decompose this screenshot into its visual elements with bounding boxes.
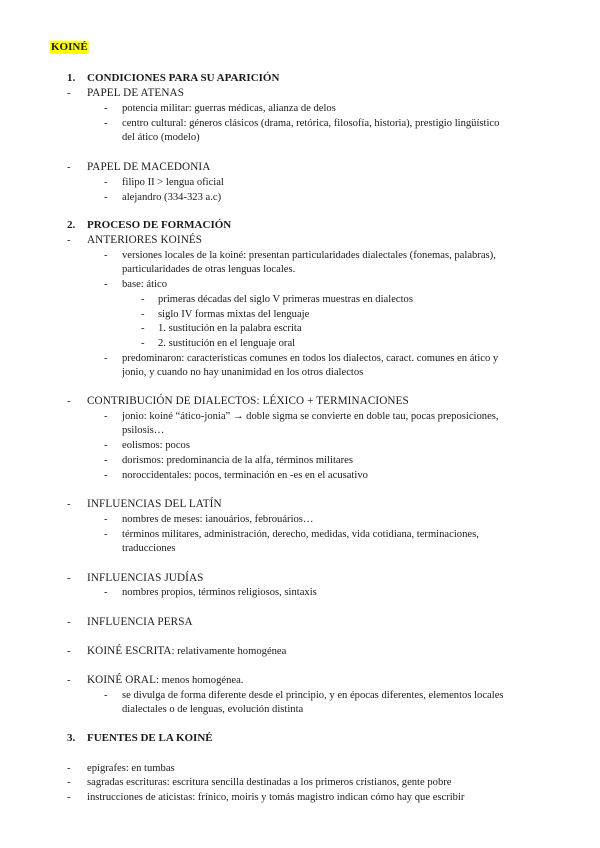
oral-description: : menos homogénea.: [156, 675, 244, 686]
bullet-dash: -: [67, 499, 71, 510]
list-item: base: ático: [122, 279, 168, 290]
list-item: nombres de meses: ianouários, febrouários…: [122, 514, 314, 525]
list-item-continuation: jonio, y cuando no hay unanimidad en los otros dialectos: [122, 367, 364, 378]
sub-list-item: primeras décadas del siglo V primeras muestras en dialectos: [158, 294, 413, 305]
list-item: centro cultural: géneros clásicos (drama, retórica, filosofía, historia), prestigio lingüístico: [122, 118, 500, 129]
bullet-dash: -: [67, 675, 71, 686]
bullet-dash: -: [104, 440, 108, 451]
bullet-dash: -: [67, 88, 71, 99]
bullet-dash: -: [67, 573, 71, 584]
latin-label: INFLUENCIAS DEL LATÍN: [87, 498, 222, 510]
bullet-dash: -: [104, 690, 108, 701]
bullet-dash: -: [104, 279, 108, 290]
sub-list-item: siglo IV formas mixtas del lenguaje: [158, 309, 310, 320]
section-2-heading: PROCESO DE FORMACIÓN: [87, 219, 232, 231]
bullet-dash: -: [104, 103, 108, 114]
persa-label: INFLUENCIA PERSA: [87, 616, 193, 628]
bullet-dash: -: [141, 309, 145, 320]
list-item: epígrafes: en tumbas: [87, 763, 175, 774]
bullet-dash: -: [141, 323, 145, 334]
list-item: versiones locales de la koiné: presentan particularidades dialectales (fonemas, palabras),: [122, 250, 496, 261]
bullet-dash: -: [104, 177, 108, 188]
list-item: nombres propios, términos religiosos, sintaxis: [122, 587, 317, 598]
bullet-dash: -: [104, 455, 108, 466]
list-item: jonio: koiné “ático-jonia” → doble sigma se convierte en doble tau, pocas preposiciones,: [122, 411, 499, 422]
bullet-dash: -: [104, 514, 108, 525]
list-item: potencia militar: guerras médicas, alianza de delos: [122, 103, 336, 114]
macedonia-label: PAPEL DE MACEDONIA: [87, 161, 211, 173]
sub-list-item: 1. sustitución en la palabra escrita: [158, 323, 302, 334]
list-item-continuation: del ático (modelo): [122, 132, 200, 143]
bullet-dash: -: [67, 646, 71, 657]
bullet-dash: -: [104, 529, 108, 540]
list-item: noroccidentales: pocos, terminación en -es en el acusativo: [122, 470, 368, 481]
bullet-dash: -: [104, 411, 108, 422]
bullet-dash: -: [141, 294, 145, 305]
list-item: sagradas escrituras: escritura sencilla destinadas a los primeros cristianos, gente pobre: [87, 777, 452, 788]
list-item-continuation: traducciones: [122, 543, 176, 554]
oral-label: KOINÉ ORAL: [87, 674, 157, 686]
bullet-dash: -: [67, 792, 71, 803]
escrita-line: [87, 645, 286, 658]
list-item: filipo II > lengua oficial: [122, 177, 224, 188]
list-item-continuation: dialectales o de lenguas, evolución distinta: [122, 704, 304, 715]
anteriores-label: ANTERIORES KOINÉS: [87, 234, 203, 246]
list-item: instrucciones de aticistas: frínico, moiris y tomás magistro indican cómo hay que escribir: [87, 792, 465, 803]
bullet-dash: -: [104, 353, 108, 364]
oral-line: [87, 674, 243, 687]
list-item: dorismos: predominancia de la alfa, términos militares: [122, 455, 353, 466]
section-3-number: 3.: [67, 732, 76, 744]
list-item: términos militares, administración, derecho, medidas, vida cotidiana, terminaciones,: [122, 529, 479, 540]
bullet-dash: -: [67, 396, 71, 407]
section-1-heading: CONDICIONES PARA SU APARICIÓN: [87, 72, 280, 84]
bullet-dash: -: [67, 763, 71, 774]
list-item: se divulga de forma diferente desde el principio, y en épocas diferentes, elementos locales: [122, 690, 504, 701]
escrita-label: KOINÉ ESCRITA: [87, 645, 172, 657]
section-1-number: 1.: [67, 72, 76, 84]
list-item-continuation: particularidades de otras lenguas locales.: [122, 264, 296, 275]
bullet-dash: -: [104, 250, 108, 261]
escrita-description: : relativamente homogénea: [171, 646, 287, 657]
bullet-dash: -: [141, 338, 145, 349]
document-title: KOINÉ: [51, 41, 88, 53]
section-2-number: 2.: [67, 219, 76, 231]
list-item: alejandro (334-323 a.c): [122, 192, 222, 203]
list-item: predominaron: características comunes en todos los dialectos, caract. comunes en ático y: [122, 353, 499, 364]
bullet-dash: -: [67, 162, 71, 173]
bullet-dash: -: [67, 777, 71, 788]
bullet-dash: -: [104, 118, 108, 129]
list-item: eolismos: pocos: [122, 440, 190, 451]
bullet-dash: -: [104, 587, 108, 598]
contribucion-label: CONTRIBUCIÓN DE DIALECTOS: LÉXICO + TERMINACIONES: [87, 395, 409, 407]
list-item-continuation: psilosis…: [122, 425, 165, 436]
atenas-label: PAPEL DE ATENAS: [87, 87, 185, 99]
section-3-heading: FUENTES DE LA KOINÉ: [87, 732, 213, 744]
bullet-dash: -: [104, 470, 108, 481]
bullet-dash: -: [67, 617, 71, 628]
bullet-dash: -: [104, 192, 108, 203]
bullet-dash: -: [67, 235, 71, 246]
sub-list-item: 2. sustitución en el lenguaje oral: [158, 338, 296, 349]
judias-label: INFLUENCIAS JUDÍAS: [87, 572, 204, 584]
